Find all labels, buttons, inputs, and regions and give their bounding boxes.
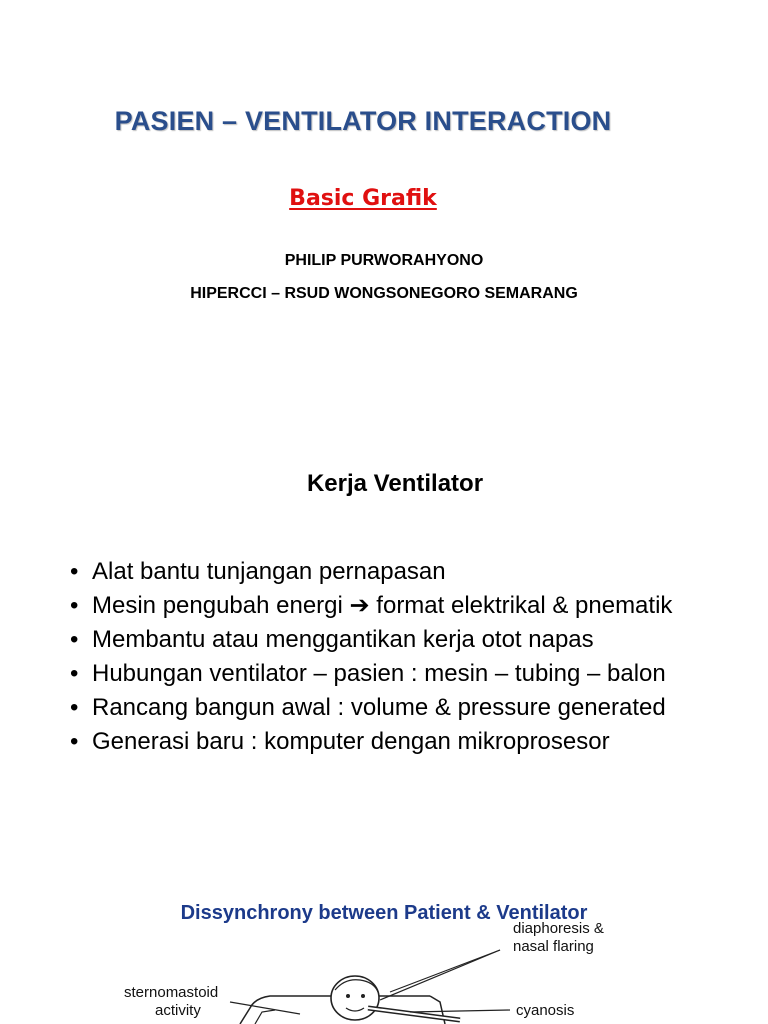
bed-inner-line: [255, 1010, 275, 1024]
slide-subtitle: Basic Grafik: [289, 186, 437, 211]
bullet-dot-icon: •: [70, 626, 79, 653]
patient-eye-left: [346, 994, 350, 998]
label-sternomastoid: sternomastoid: [124, 984, 219, 1001]
bullet-dot-icon: •: [70, 660, 79, 687]
figure-title: Dissynchrony between Patient & Ventilator: [180, 902, 588, 924]
patient-eye-right: [361, 994, 365, 998]
bullet-dot-icon: •: [70, 592, 79, 619]
title-slide: [0, 0, 768, 440]
bullet-dot-icon: •: [70, 558, 79, 585]
author-affiliation: HIPERCCI – RSUD WONGSONEGORO SEMARANG: [190, 285, 578, 302]
label-cyanosis: cyanosis: [516, 1002, 575, 1019]
label-activity: activity: [155, 1002, 201, 1019]
slide-title: PASIEN – VENTILATOR INTERACTION: [114, 106, 612, 136]
bullet-item: • Rancang bangun awal : volume & pressure generated: [70, 691, 760, 725]
bullet-item: • Mesin pengubah energi ➔ format elektrikal & pnematik: [70, 589, 760, 623]
bullet-item: • Generasi baru : komputer dengan mikroprosesor: [70, 725, 760, 759]
pointer-line-cyanosis: [410, 1010, 510, 1012]
endotracheal-tube-inner: [368, 1008, 460, 1020]
bullet-list: [70, 555, 760, 759]
bullet-dot-icon: •: [70, 728, 79, 755]
bullet-dot-icon: •: [70, 694, 79, 721]
patient-head: [331, 976, 379, 1020]
bullet-item: • Membantu atau menggantikan kerja otot napas: [70, 623, 760, 657]
label-nasal-flaring: nasal flaring: [513, 938, 594, 955]
label-diaphoresis: diaphoresis &: [513, 920, 604, 937]
pointer-line-sternomastoid: [230, 1002, 300, 1014]
patient-illustration: [0, 880, 768, 1024]
bullet-item: • Alat bantu tunjangan pernapasan: [70, 555, 760, 589]
figure-slide: [0, 880, 768, 1024]
pointer-line-nasal: [380, 950, 500, 1000]
section-title: Kerja Ventilator: [306, 470, 484, 497]
content-slide: [0, 440, 768, 880]
bullet-item: • Hubungan ventilator – pasien : mesin – tubing – balon: [70, 657, 760, 691]
author-name: PHILIP PURWORAHYONO: [284, 252, 484, 269]
